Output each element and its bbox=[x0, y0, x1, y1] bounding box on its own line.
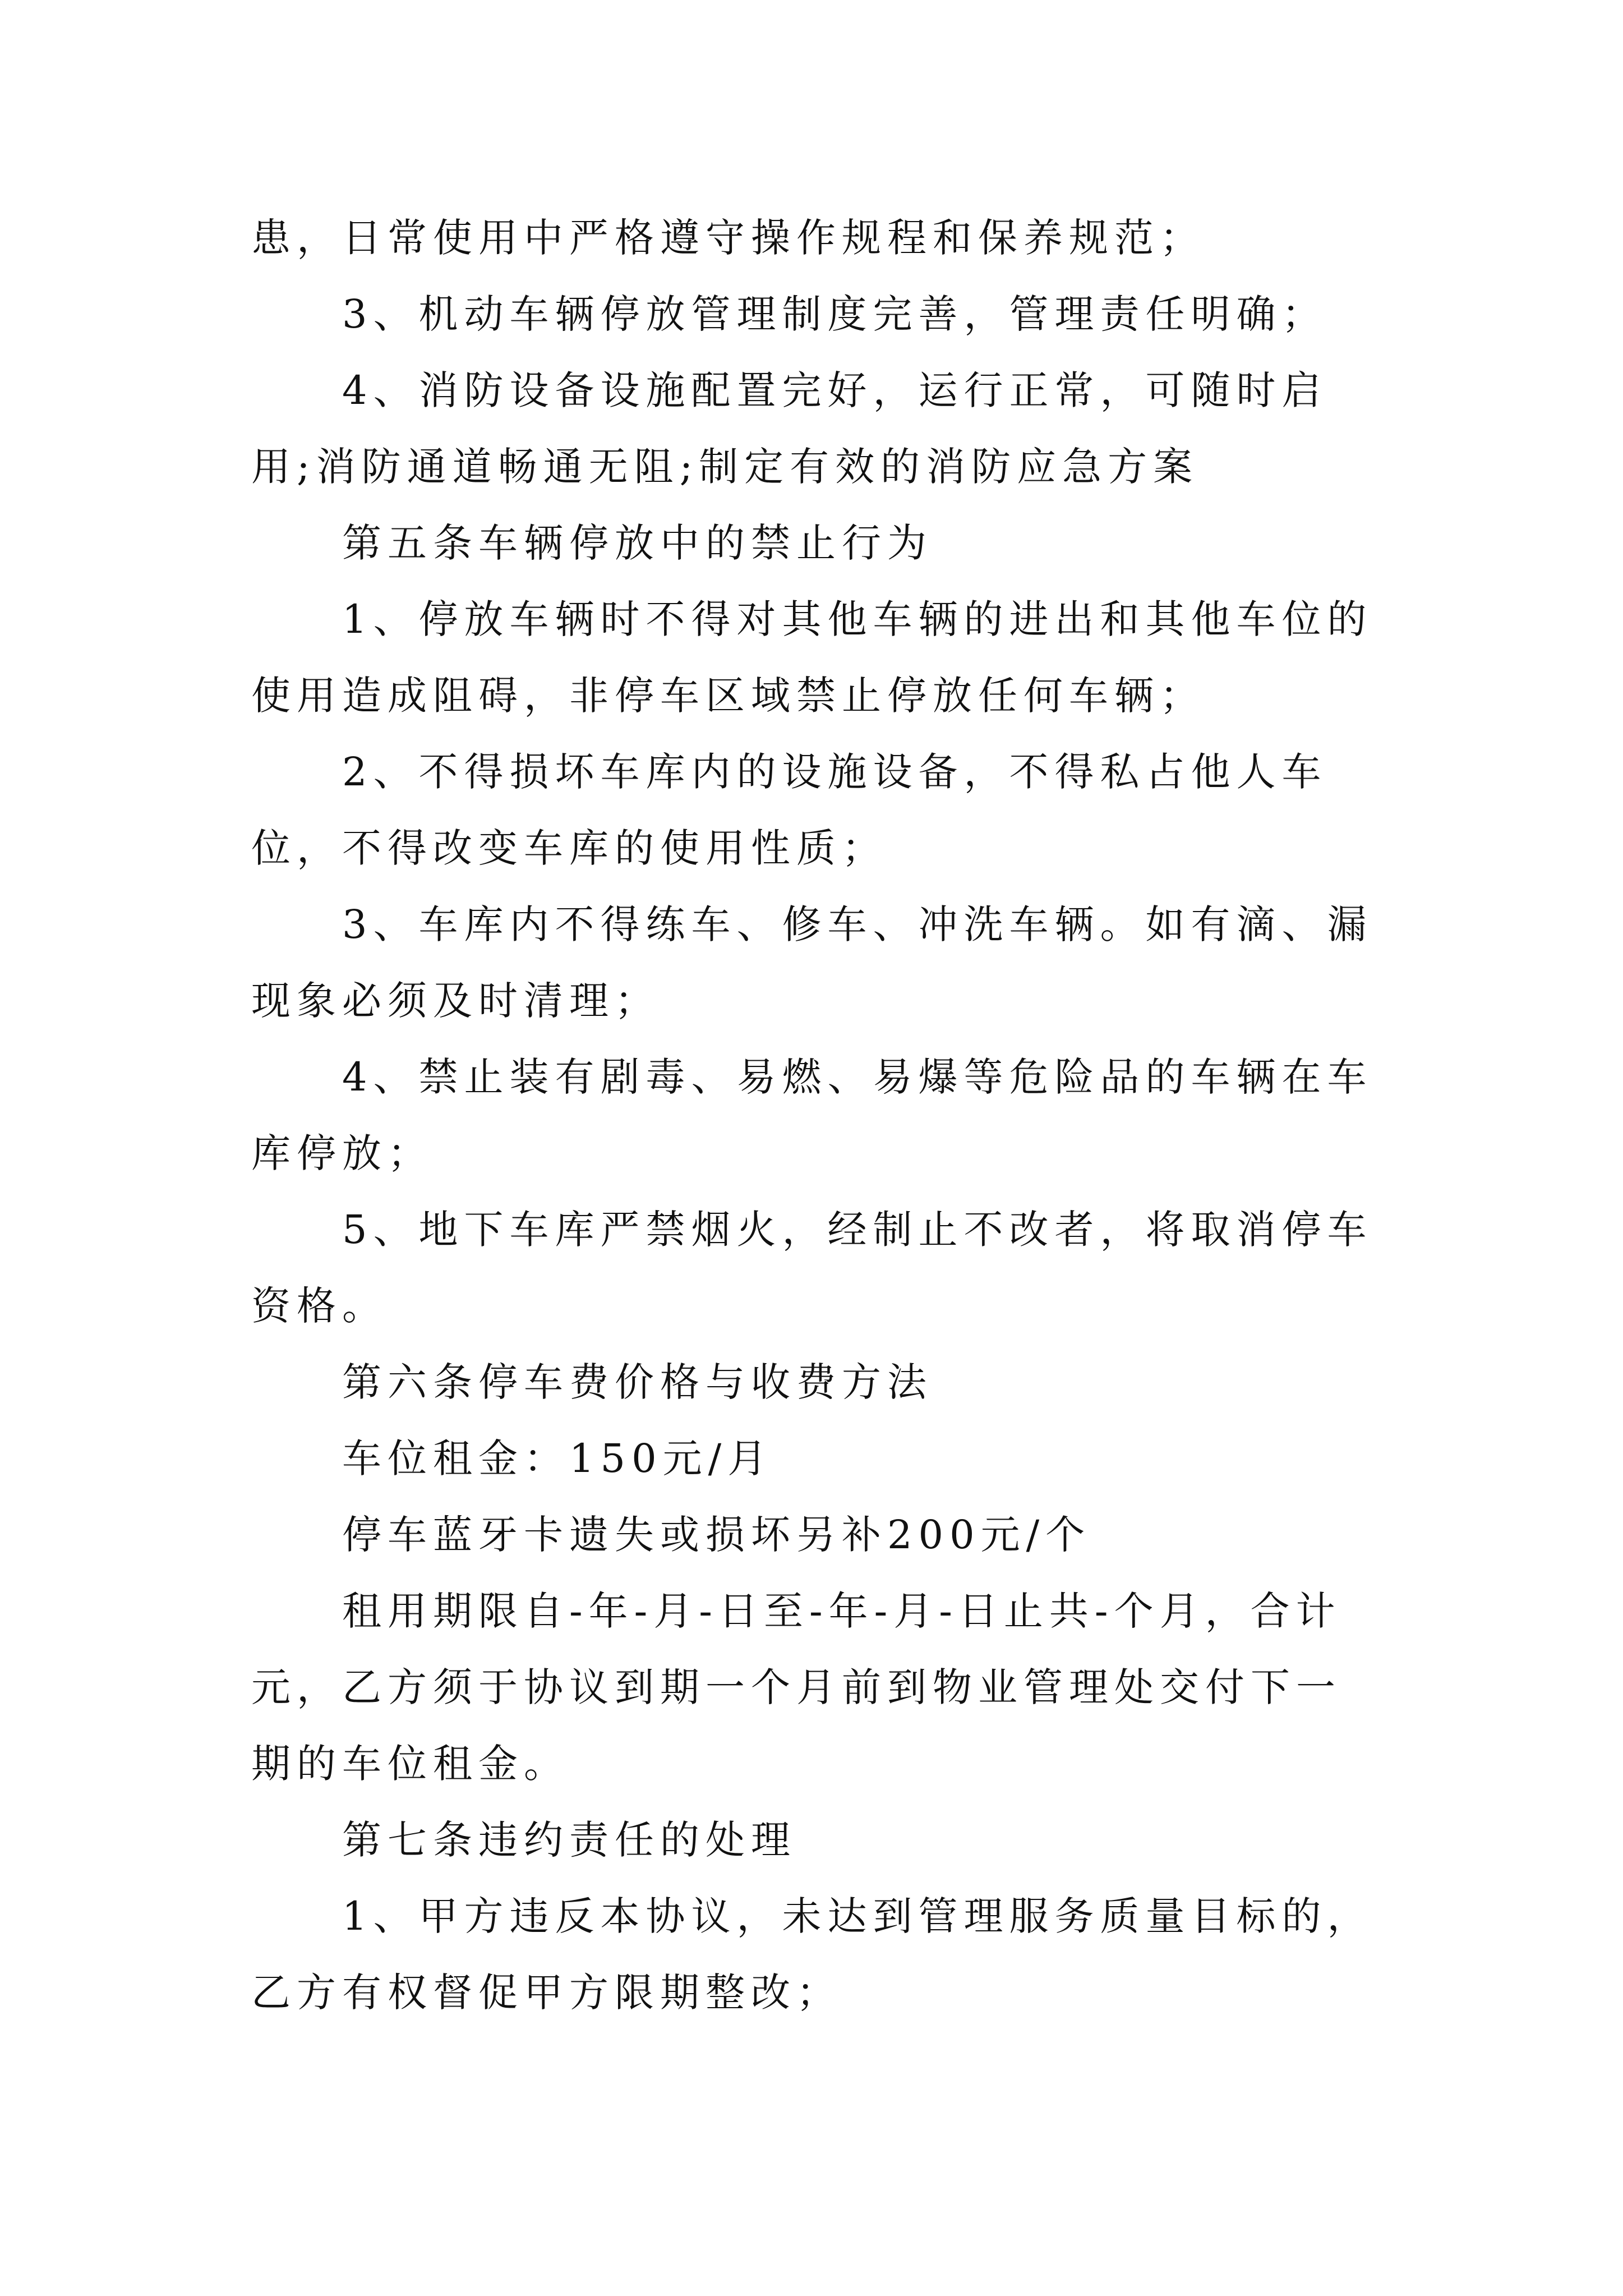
paragraph-prohibition-1: 1、停放车辆时不得对其他车辆的进出和其他车位的使用造成阻碍，非停车区域禁止停放任何车辆； bbox=[251, 596, 1373, 719]
section-heading-article-7: 第七条违约责任的处理 bbox=[342, 1817, 796, 1863]
paragraph-parking-rent: 车位租金：150元/月 bbox=[342, 1435, 773, 1481]
document-body bbox=[251, 200, 1384, 2031]
paragraph-item-3-parking-rules: 3、机动车辆停放管理制度完善，管理责任明确； bbox=[342, 291, 1327, 337]
paragraph-continuation: 患，日常使用中严格遵守操作规程和保养规范； bbox=[251, 215, 1205, 261]
paragraph-prohibition-5: 5、地下车库严禁烟火，经制止不改者，将取消停车资格。 bbox=[251, 1207, 1373, 1329]
section-heading-article-5: 第五条车辆停放中的禁止行为 bbox=[342, 520, 933, 566]
paragraph-prohibition-2: 2、不得损坏车库内的设施设备，不得私占他人车位，不得改变车库的使用性质； bbox=[251, 749, 1327, 871]
paragraph-breach-1: 1、甲方违反本协议，未达到管理服务质量目标的，乙方有权督促甲方限期整改； bbox=[251, 1893, 1373, 2016]
section-heading-article-6: 第六条停车费价格与收费方法 bbox=[342, 1359, 933, 1405]
paragraph-lease-term: 租用期限自-年-月-日至-年-月-日止共-个月，合计元，乙方须于协议到期一个月前到物业管理处交付下一期的车位租金。 bbox=[251, 1588, 1341, 1787]
paragraph-card-replacement-fee: 停车蓝牙卡遗失或损坏另补200元/个 bbox=[342, 1512, 1091, 1558]
paragraph-prohibition-4: 4、禁止装有剧毒、易燃、易爆等危险品的车辆在车库停放； bbox=[251, 1054, 1373, 1176]
paragraph-prohibition-3: 3、车库内不得练车、修车、冲洗车辆。如有滴、漏现象必须及时清理； bbox=[251, 901, 1373, 1024]
paragraph-item-4-fire-safety: 4、消防设备设施配置完好，运行正常，可随时启用;消防通道畅通无阻;制定有效的消防应急方案 bbox=[251, 367, 1327, 490]
